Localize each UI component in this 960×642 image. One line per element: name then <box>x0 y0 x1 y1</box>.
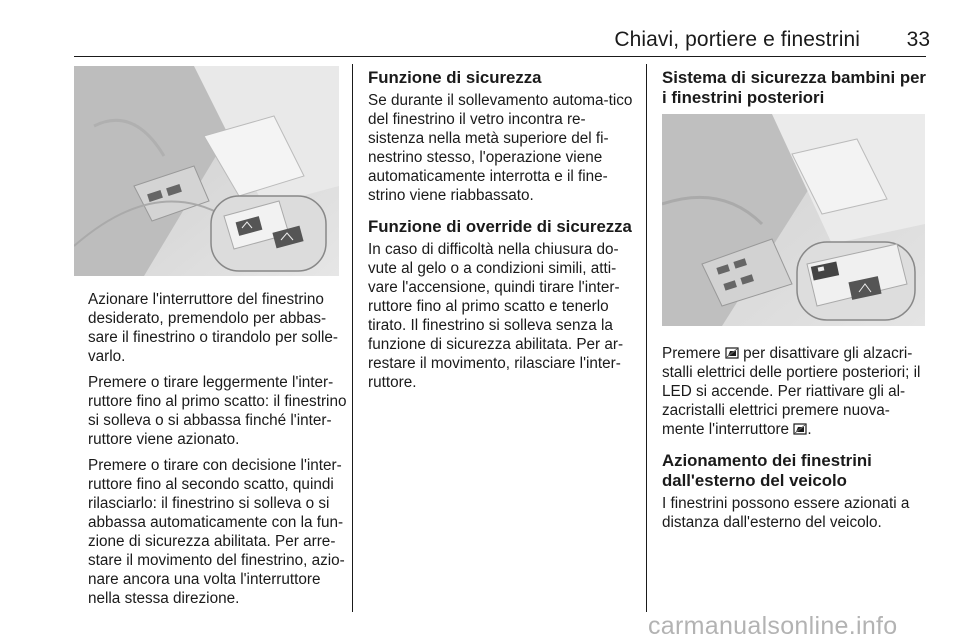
header-divider <box>74 56 926 57</box>
section-heading: Funzione di override di sicurezza <box>368 217 632 236</box>
paragraph: Premere o tirare con decisione l'inter-ruttore fino al secondo scatto, quindi rilasciarlo: il finestrino si solleva o si abbassa automaticamente con la fun-zione di sicurezza abilitata. Per arre-stare il movimento del finestrino, azio-nare ancora una volta l'interruttore nella stessa direzione. <box>88 457 345 607</box>
right-column-text <box>662 344 928 539</box>
watermark[interactable]: carmanualsonline.info <box>648 612 898 640</box>
page-number: 33 <box>906 28 930 51</box>
paragraph: In caso di difficoltà nella chiusura do-vute al gelo o a condizioni simili, atti-vare l'accensione, quindi tirare l'inter-ruttore fino al primo scatto e tenerlo tirato. Il finestrino si solleva senza la funzione di sicurezza abilitata. Per ar-restare il movimento, rilasciare l'inter-ruttore. <box>368 241 624 391</box>
section-heading: Azionamento dei finestrini dall'esterno del veicolo <box>662 451 872 490</box>
magnifier-inset <box>797 242 915 320</box>
column-divider-right <box>646 64 647 612</box>
left-column-text <box>88 290 350 615</box>
paragraph: Premere per disattivare gli alzacri-stalli elettrici delle portiere posteriori; il LED si accende. Per riattivare gli al-zacristalli elettrici premere nuova-mente l'interruttore . <box>662 345 921 438</box>
magnifier-inset <box>211 196 326 271</box>
column-divider-left <box>352 64 353 612</box>
section-heading: Sistema di sicurezza bambini per i finestrini posteriori <box>662 68 926 107</box>
window-switch-illustration <box>74 66 339 276</box>
section-heading: Funzione di sicurezza <box>368 68 542 87</box>
child-lock-switch-icon <box>793 423 807 435</box>
paragraph: Premere o tirare leggermente l'inter-ruttore fino al primo scatto: il finestrino si solleva o si abbassa finché l'inter-ruttore viene azionato. <box>88 374 347 448</box>
middle-column <box>368 68 634 399</box>
right-column-header <box>662 68 928 108</box>
child-lock-switch-icon <box>725 347 739 359</box>
page-title: Chiavi, portiere e finestrini <box>614 28 860 51</box>
paragraph: I finestrini possono essere azionati a distanza dall'esterno del veicolo. <box>662 495 910 531</box>
paragraph: Se durante il sollevamento automa-tico del finestrino il vetro incontra re-sistenza nella metà superiore del fi-nestrino stesso, l'operazione viene automaticamente interrotta e il fine-strino viene riabbassato. <box>368 92 633 204</box>
paragraph: Azionare l'interruttore del finestrino desiderato, premendolo per abbas-sare il finestrino o tirandolo per solle-varlo. <box>88 291 338 365</box>
child-safety-switch-illustration <box>662 114 925 326</box>
